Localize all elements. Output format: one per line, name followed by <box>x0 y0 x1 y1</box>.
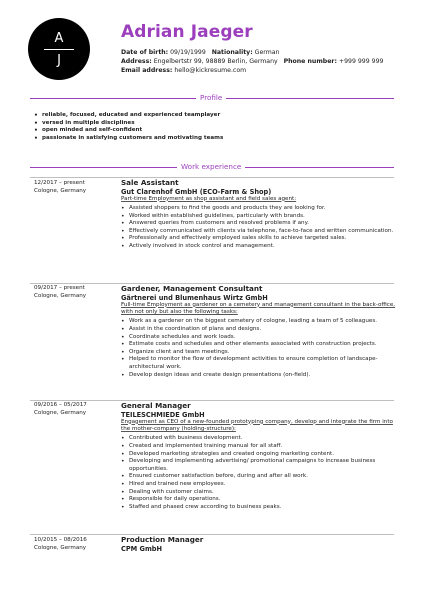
job-title: Gardener, Management Consultant <box>121 284 263 293</box>
job-bullet: • Effectively communicated with clients via telephone, face-to-face and written communication. <box>121 228 397 236</box>
job-dates <box>34 285 86 300</box>
job-bullets <box>121 435 397 511</box>
job-company: TEILESCHMIEDE GmbH <box>121 410 205 419</box>
job-entry <box>121 179 397 251</box>
job-bullet: • Helped to monitor the flow of development activities to ensure completion of landscape-architectural work. <box>121 356 397 371</box>
job-location: Cologne, Germany <box>34 544 87 551</box>
job-bullet: • Answered queries from customers and resolved problems if any. <box>121 220 397 228</box>
job-bullet: • Work as a gardener on the biggest cemetery of cologne, leading a team of 5 colleagues. <box>121 318 397 326</box>
monogram-initial-top: A <box>54 31 64 46</box>
experience-section-title: Work experience <box>177 162 245 171</box>
job-bullet: • Estimate costs and schedules and other elements associated with construction projects. <box>121 341 397 349</box>
job-location: Cologne, Germany <box>34 409 87 416</box>
profile-item: • open minded and self-confident <box>34 127 394 135</box>
email-label: Email address: <box>121 67 173 74</box>
job-bullets <box>121 318 397 379</box>
job-dates <box>34 402 87 417</box>
job-bullet: • Organize client and team meetings. <box>121 349 397 357</box>
job-bullet: • Hired and trained new employees. <box>121 481 397 489</box>
job-bullet: • Assisted shoppers to find the goods and products they are looking for. <box>121 205 397 213</box>
job-bullet: • Staffed and phased crew according to business peaks. <box>121 504 397 512</box>
job-date-range: 09/2017 – present <box>34 285 85 291</box>
monogram-initial-bottom: J <box>57 53 61 68</box>
profile-section-title: Profile <box>196 93 226 102</box>
job-date-range: 12/2017 – present <box>34 180 85 186</box>
job-bullet: • Coordinate schedules and work loads. <box>121 334 397 342</box>
candidate-name: Adrian Jaeger <box>121 22 253 42</box>
job-bullet: • Worked within established guidelines, particularly with brands. <box>121 213 397 221</box>
job-bullet: • Develop design ideas and create design presentations (on-field). <box>121 372 397 380</box>
job-separator <box>30 534 394 535</box>
job-title: Production Manager <box>121 535 204 544</box>
job-company: Gärtnerei und Blumenhaus Wirtz GmbH <box>121 293 268 302</box>
profile-list <box>34 112 394 142</box>
job-date-range: 10/2015 – 08/2016 <box>34 537 87 543</box>
contact-line-1 <box>121 49 279 57</box>
job-bullet: • Developed marketing strategies and created ongoing marketing content. <box>121 451 397 459</box>
dob-value: 09/19/1999 <box>170 49 206 56</box>
job-bullet: • Professionally and effectively employed sales skills to achieve targeted sales. <box>121 235 397 243</box>
job-dates <box>34 180 86 195</box>
job-bullet: • Developing and implementing advertising/ promotional campaigns to increase business opportunities. <box>121 458 397 473</box>
job-dates <box>34 537 87 552</box>
job-bullet: • Actively involved in stock control and management. <box>121 243 397 251</box>
email-value[interactable]: hello@kickresume.com <box>174 67 247 74</box>
monogram-divider <box>44 49 74 50</box>
nationality-value: German <box>254 49 280 56</box>
job-separator <box>30 177 394 178</box>
nationality-label: Nationality: <box>211 49 253 56</box>
job-description: Full-time Employment as gardener on a cemetery and management consultant in the back-office, with not only but also the following tasks: <box>121 301 396 315</box>
job-title: General Manager <box>121 401 191 410</box>
job-bullet: • Created and implemented training manual for all staff. <box>121 443 397 451</box>
job-company: Gut Clarenhof GmbH (ECO-Farm & Shop) <box>121 187 272 196</box>
job-company: CPM GmbH <box>121 544 163 553</box>
job-title: Sale Assistant <box>121 178 179 187</box>
job-bullet: • Dealing with customer claims. <box>121 489 397 497</box>
job-bullet: • Responsible for daily operations. <box>121 496 397 504</box>
job-entry <box>121 402 397 511</box>
phone-value: +999 999 999 <box>338 58 384 65</box>
job-entry <box>121 285 397 379</box>
phone-label: Phone number: <box>283 58 337 65</box>
profile-item: • passionate in satisfying customers and motivating teams <box>34 135 394 143</box>
job-bullet: • Assist in the coordination of plans and designs. <box>121 326 397 334</box>
job-location: Cologne, Germany <box>34 187 87 194</box>
contact-line-3 <box>121 67 246 75</box>
job-bullets <box>121 205 397 251</box>
address-value: Engelbertstr 99, 98889 Berlin, Germany <box>153 58 278 65</box>
profile-item: • reliable, focused, educated and experienced teamplayer <box>34 112 394 120</box>
job-separator <box>30 400 394 401</box>
job-location: Cologne, Germany <box>34 292 87 299</box>
job-description: Engagement as CEO of a new-founded prototyping company, develop and integrate the firm into the mother-company (holding-structure): <box>121 418 393 432</box>
profile-item: • versed in multiple disciplines <box>34 120 394 128</box>
contact-line-2 <box>121 58 383 66</box>
job-bullet: • Ensured customer satisfaction before, during and after all work. <box>121 473 397 481</box>
job-description: Part-time Employment as shop assistant and field sales agent: <box>121 195 297 202</box>
job-date-range: 09/2016 – 05/2017 <box>34 402 87 408</box>
monogram-avatar <box>28 18 90 80</box>
job-entry <box>121 536 397 553</box>
dob-label: Date of birth: <box>121 49 169 56</box>
job-bullet: • Contributed with business development. <box>121 435 397 443</box>
address-label: Address: <box>121 58 152 65</box>
